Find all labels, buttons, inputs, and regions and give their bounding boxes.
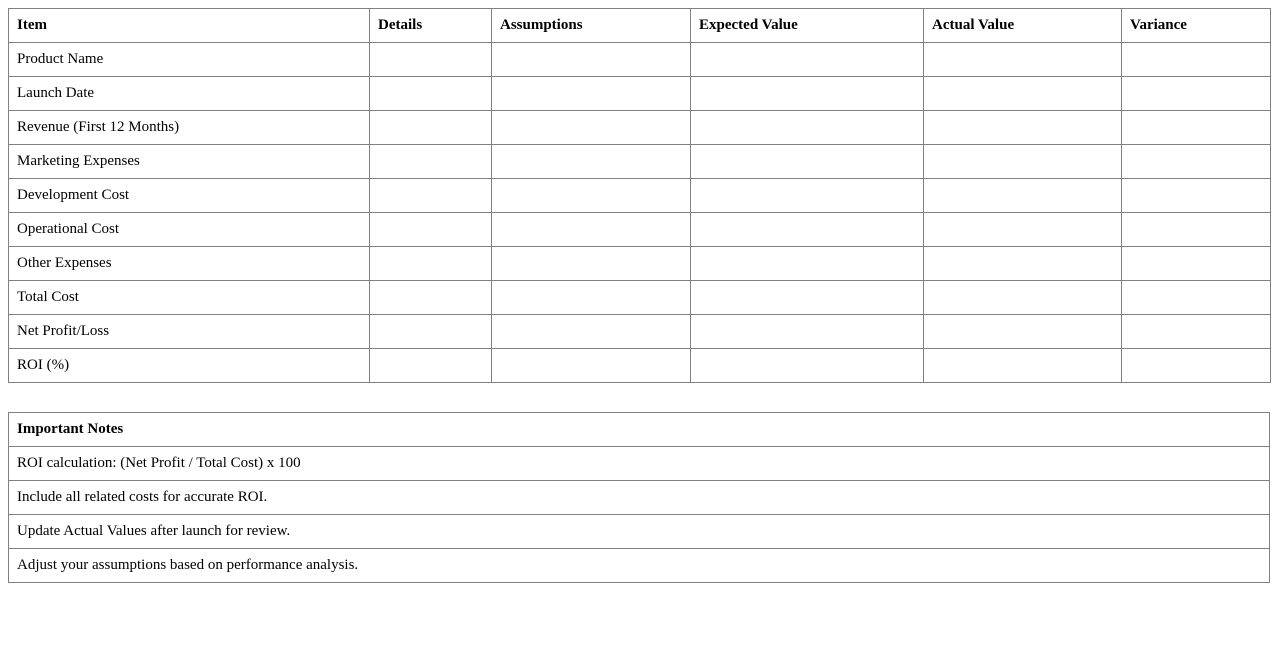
actual-value-cell <box>924 77 1122 111</box>
variance-cell <box>1122 77 1271 111</box>
table-row <box>9 77 1271 111</box>
variance-cell <box>1122 145 1271 179</box>
item-cell: Total Cost <box>9 281 370 315</box>
column-header-expected-value: Expected Value <box>691 9 924 43</box>
details-cell <box>370 247 492 281</box>
expected-value-cell <box>691 43 924 77</box>
variance-cell <box>1122 213 1271 247</box>
assumptions-cell <box>492 213 691 247</box>
details-cell <box>370 315 492 349</box>
variance-cell <box>1122 315 1271 349</box>
variance-cell <box>1122 111 1271 145</box>
actual-value-cell <box>924 145 1122 179</box>
details-cell <box>370 349 492 383</box>
assumptions-cell <box>492 247 691 281</box>
table-row <box>9 213 1271 247</box>
note-text: ROI calculation: (Net Profit / Total Cost) x 100 <box>9 447 1270 481</box>
expected-value-cell <box>691 281 924 315</box>
expected-value-cell <box>691 111 924 145</box>
table-row <box>9 43 1271 77</box>
assumptions-cell <box>492 349 691 383</box>
details-cell <box>370 213 492 247</box>
actual-value-cell <box>924 315 1122 349</box>
item-cell: Other Expenses <box>9 247 370 281</box>
item-cell: Product Name <box>9 43 370 77</box>
list-item <box>9 549 1270 583</box>
details-cell <box>370 179 492 213</box>
note-text: Update Actual Values after launch for review. <box>9 515 1270 549</box>
table-row <box>9 179 1271 213</box>
column-header-details: Details <box>370 9 492 43</box>
assumptions-cell <box>492 315 691 349</box>
notes-header-row <box>9 413 1270 447</box>
details-cell <box>370 145 492 179</box>
expected-value-cell <box>691 145 924 179</box>
table-row <box>9 111 1271 145</box>
item-cell: Marketing Expenses <box>9 145 370 179</box>
notes-title: Important Notes <box>9 413 1270 447</box>
assumptions-cell <box>492 77 691 111</box>
note-text: Adjust your assumptions based on performance analysis. <box>9 549 1270 583</box>
item-cell: ROI (%) <box>9 349 370 383</box>
variance-cell <box>1122 247 1271 281</box>
list-item <box>9 481 1270 515</box>
item-cell: Net Profit/Loss <box>9 315 370 349</box>
column-header-item: Item <box>9 9 370 43</box>
expected-value-cell <box>691 247 924 281</box>
column-header-variance: Variance <box>1122 9 1271 43</box>
assumptions-cell <box>492 145 691 179</box>
item-cell: Revenue (First 12 Months) <box>9 111 370 145</box>
details-cell <box>370 43 492 77</box>
expected-value-cell <box>691 315 924 349</box>
actual-value-cell <box>924 179 1122 213</box>
variance-cell <box>1122 349 1271 383</box>
table-row <box>9 145 1271 179</box>
assumptions-cell <box>492 281 691 315</box>
expected-value-cell <box>691 179 924 213</box>
variance-cell <box>1122 43 1271 77</box>
list-item <box>9 515 1270 549</box>
actual-value-cell <box>924 213 1122 247</box>
details-cell <box>370 281 492 315</box>
column-header-actual-value: Actual Value <box>924 9 1122 43</box>
details-cell <box>370 111 492 145</box>
list-item <box>9 447 1270 481</box>
actual-value-cell <box>924 247 1122 281</box>
table-row <box>9 247 1271 281</box>
actual-value-cell <box>924 43 1122 77</box>
variance-cell <box>1122 179 1271 213</box>
assumptions-cell <box>492 43 691 77</box>
column-header-assumptions: Assumptions <box>492 9 691 43</box>
table-row <box>9 349 1271 383</box>
expected-value-cell <box>691 213 924 247</box>
table-row <box>9 281 1271 315</box>
item-cell: Development Cost <box>9 179 370 213</box>
variance-cell <box>1122 281 1271 315</box>
expected-value-cell <box>691 349 924 383</box>
details-cell <box>370 77 492 111</box>
notes-table <box>8 412 1270 583</box>
roi-table <box>8 8 1271 383</box>
actual-value-cell <box>924 281 1122 315</box>
assumptions-cell <box>492 179 691 213</box>
assumptions-cell <box>492 111 691 145</box>
actual-value-cell <box>924 349 1122 383</box>
note-text: Include all related costs for accurate ROI. <box>9 481 1270 515</box>
actual-value-cell <box>924 111 1122 145</box>
item-cell: Launch Date <box>9 77 370 111</box>
item-cell: Operational Cost <box>9 213 370 247</box>
expected-value-cell <box>691 77 924 111</box>
table-header-row <box>9 9 1271 43</box>
table-row <box>9 315 1271 349</box>
